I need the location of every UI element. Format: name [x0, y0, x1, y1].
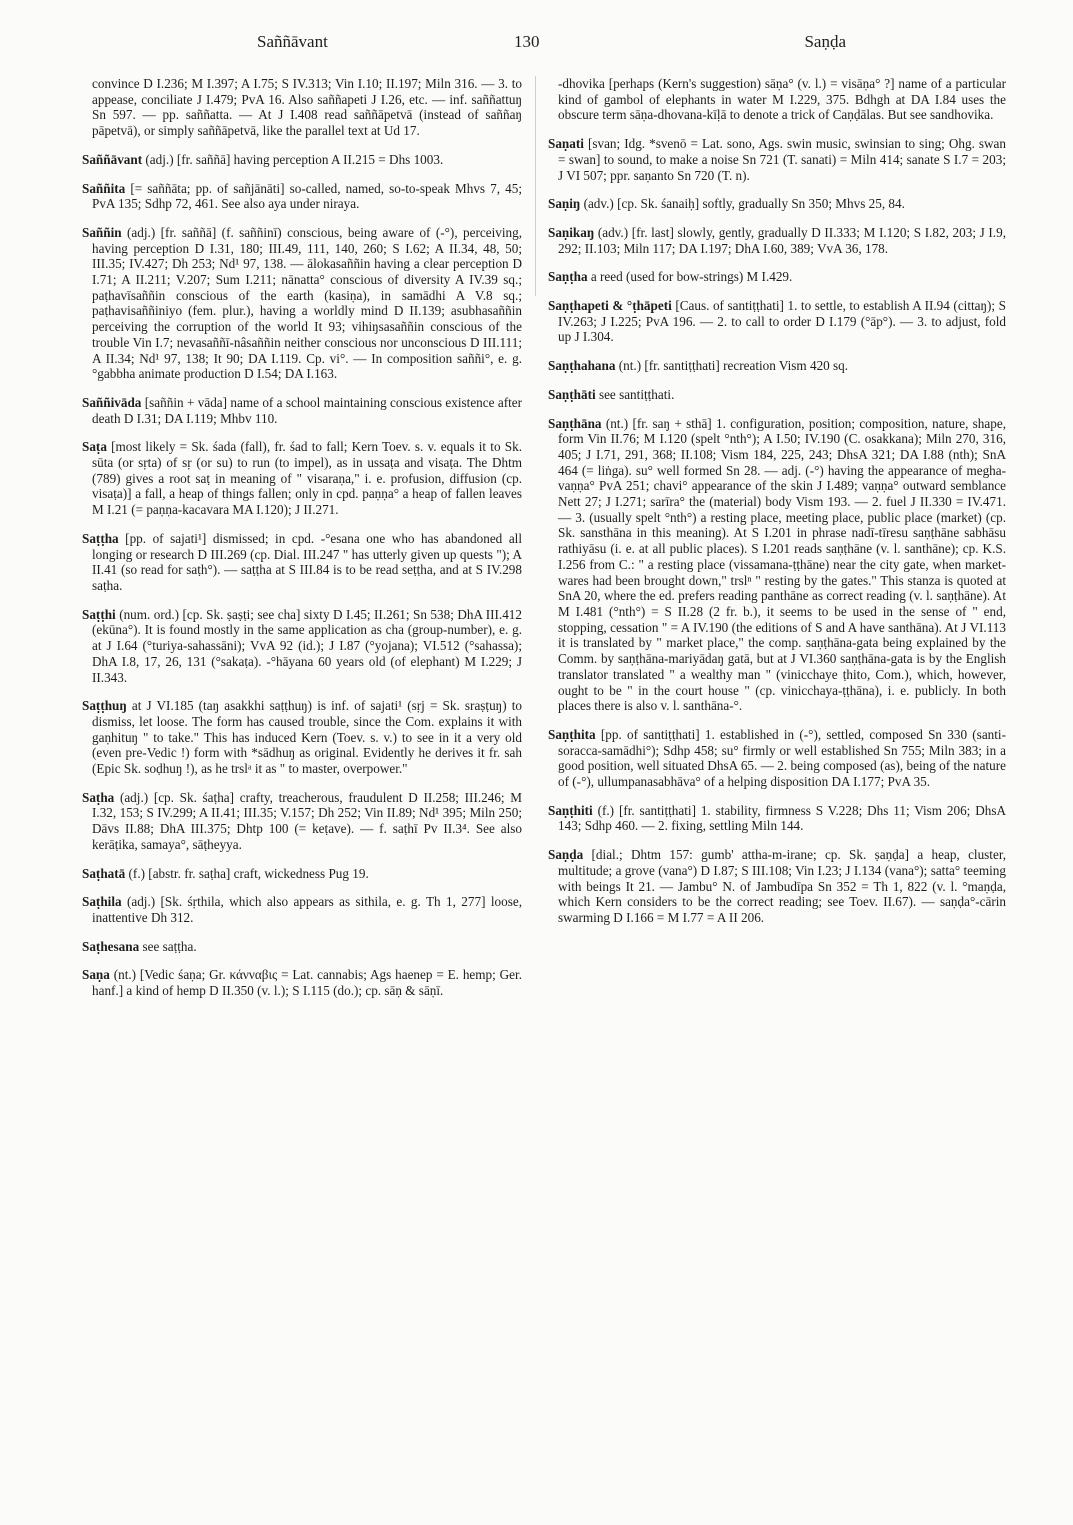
- right-column: [548, 76, 1006, 939]
- entry-text: (nt.) [fr. santiṭṭhati] recreation Vism 420 sq.: [615, 358, 849, 374]
- left-column: [82, 76, 522, 1012]
- dictionary-entry: [82, 181, 522, 212]
- entry-headword: Saṇḍa: [548, 847, 584, 863]
- page-number: 130: [514, 32, 540, 51]
- entry-text: (adj.) [fr. saññā] having perception A II.215 = Dhs 1003.: [142, 151, 444, 167]
- entry-headword: Saṭṭhuŋ: [82, 698, 127, 714]
- dictionary-entry: [82, 225, 522, 382]
- dictionary-entry: [548, 387, 1006, 403]
- entry-text: [most likely = Sk. śada (fall), fr. śad to fall; Kern Toev. s. v. equals it to Sk. sūta (or sṛta) of sṛ (or su) to run (to impel), as in ussaṭa and visaṭa. The Dhtm (789) gives a root saṭ in meaning of " visaraṇa," i. e. profusion, diffusion (cp. visaṭa)] a fall, a heap of things fallen; only in cpd. paṇṇa° a heap of fallen leaves M I.21 (= paṇṇa-kacavara MA I.120); J II.271.: [92, 439, 522, 518]
- dictionary-entry: [82, 395, 522, 426]
- entry-headword: Saṇṭha: [548, 269, 588, 285]
- entry-headword: Saññāvant: [82, 151, 143, 167]
- entry-text: (nt.) [Vedic śaṇa; Gr. κάνναβις = Lat. cannabis; Ags haenep = E. hemp; Ger. hanf.] a kind of hemp D II.350 (v. l.); S I.115 (do.); cp. sāṇ & sāṇī.: [92, 967, 522, 999]
- entry-headword: Saṭhatā: [82, 865, 126, 881]
- entry-headword: Saṇṭhapeti & °ṭhāpeti: [548, 298, 672, 314]
- entry-headword: Saṇṭhāti: [548, 386, 596, 402]
- entry-text: [saññin + vāda] name of a school maintaining conscious existence after death D I.31; DA I.119; Mhbv 110.: [92, 394, 522, 426]
- entry-text: (num. ord.) [cp. Sk. ṣaṣṭi; see cha] sixty D I.45; II.261; Sn 538; DhA III.412 (ekūna°). It is found mostly in the same application as cha (group-number), e. g. at J I.64 (°turiya-sahassāni); VvA 92 (id.); J I.87 (°yojana); VI.512 (°sahassa); DhA I.8, 17, 26, 131 (°sakaṭa). -°hāyana 60 years old (of elephant) M I.229; J II.343.: [92, 606, 522, 685]
- dictionary-entry: [548, 358, 1006, 374]
- entry-headword: Saṭha: [82, 789, 115, 805]
- running-head-right: Saṇḍa: [804, 32, 846, 51]
- entry-text: see saṭṭha.: [139, 938, 197, 954]
- entry-text: -dhovika [perhaps (Kern's suggestion) sāṇa° (v. l.) = visāṇa° ?] name of a particular kind of gambol of elephants in water M I.229, 375. Bdhgh at DA I.84 uses the obscure term sāṇa-dhovana-kīḷā to denote a trick of Caṇḍālas. But see sandhovika.: [558, 76, 1006, 123]
- entry-headword: Saññin: [82, 224, 122, 240]
- entry-text: (adj.) [fr. saññā] (f. saññinī) conscious, being aware of (-°), perceiving, having perception D I.31, 180; III.49, 111, 140, 260; S I.62; A II.34, 48, 50; III.35; IV.427; Dh 253; Nd¹ 97, 138. — ālokasaññin having a clear perception D I.71; A II.211; V.207; Sum I.211; nānatta° conscious of diversity A IV.39 sq.; paṭhavīsaññin conscious of the earth (kasiṇa), in samādhi A V.8 sq.; paṭhavisaññiniyo (fem. plur.), having a worldly mind D II.139; asubhasaññin perceiving the corruption of the world It 93; vihiŋsasaññin conscious of the trouble Vin I.7; nevasaññī-nâsaññin neither conscious nor unconscious D III.111; A II.34; Nd¹ 97, 138; It 90; DA I.119. Cp. vi°. — In composition saññi°, e. g. °gabbha animate production D I.54; DA I.163.: [92, 224, 522, 382]
- dictionary-entry: [82, 894, 522, 925]
- entry-headword: Saṇṭhahana: [548, 358, 616, 374]
- dictionary-entry: [548, 76, 1006, 123]
- dictionary-entry: [82, 939, 522, 955]
- dictionary-entry: [82, 607, 522, 686]
- entry-text: [dial.; Dhtm 157: gumb' attha-m-irane; cp. Sk. ṣaṇḍa] a heap, cluster, multitude; a grove (vana°) D I.87; S III.108; Vin I.23; J I.134 (vana°); satta° teeming with beings It 21. — Jambu° N. of Jambudīpa Sn 352 = Th 1, 822 (v. l. °maṇḍa, which Kern considers to be the correct reading; see Toev. II.67). — saṇḍa°-cārin swarming D I.166 = M I.77 = A II 206.: [558, 847, 1006, 925]
- running-head-left: Saññāvant: [257, 32, 328, 51]
- entry-text: (f.) [fr. santiṭṭhati] 1. stability, firmness S V.228; Dhs 11; Vism 206; DhsA 143; Sdhp 460. — 2. fixing, settling Miln 144.: [558, 802, 1006, 834]
- dictionary-entry: [82, 439, 522, 518]
- dictionary-entry: [82, 698, 522, 777]
- dictionary-entry: [82, 866, 522, 882]
- entry-text: convince D I.236; M I.397; A I.75; S IV.313; Vin I.10; II.197; Miln 316. — 3. to appease, conciliate J I.479; PvA 16. Also saññapeti J I.26, etc. — inf. saññattuŋ Sn 597. — pp. saññatta. — At J I.408 read saññāpetvā (instead of saññaŋ pāpetvā), or simply saññāpetvā, like the parallel text at Ud 17.: [92, 76, 522, 139]
- entry-headword: Saññivāda: [82, 394, 142, 410]
- entry-headword: Saṇiŋ: [548, 196, 581, 212]
- entry-text: a reed (used for bow-strings) M I.429.: [587, 269, 793, 285]
- entry-text: [svan; Idg. *svenō = Lat. sono, Ags. swin music, swinsian to sing; Ohg. swan = swan] to sound, to make a noise Sn 721 (T. sanati) = Miln 414; sanate S I.7 = 203; J VI 507; ppr. saṇanto Sn 720 (T. n).: [558, 136, 1006, 183]
- entry-text: at J VI.185 (taŋ asakkhi saṭṭhuŋ) is inf. of sajati¹ (sṛj = Sk. sraṣṭuŋ) to dismiss, let loose. The form has caused trouble, since the Com. explains it with gaṇhituŋ " to take." This has induced Kern (Toev. s. v.) to see in it a very old (even pre-Vedic !) form with *sādhuŋ as original. Evidently he derives it fr. sah (Epic Sk. soḍhuŋ !), as he trslᵃ it as " to master, overpower.": [92, 698, 522, 777]
- entry-headword: Saṇa: [82, 967, 110, 983]
- entry-headword: Saṇṭhāna: [548, 415, 602, 431]
- dictionary-entry: [548, 136, 1006, 183]
- entry-headword: Saṇṭhiti: [548, 802, 593, 818]
- dictionary-entry: [82, 152, 522, 168]
- dictionary-entry: [548, 803, 1006, 834]
- entry-text: (nt.) [fr. saŋ + sthā] 1. configuration, position; composition, nature, shape, form Vin II.76; M I.120 (spelt °nth°); A I.50; IV.190 (C. osakkana); Miln 270, 316, 405; J I.71, 291, 368; II.108; Vism 184, 225, 243; DhsA 321; DA I.88 (nth); SnA 464 (= liṅga). su° well formed Sn 28. — adj. (-°) having the appearance of megha-vaṇṇa° PvA 251; chavi° appearance of the skin J I.489; vaṇṇa° outward semblance Nett 27; J I.271; sarīra° the (material) body Vism 193. — 2. fuel J II.330 = IV.471. — 3. (usually spelt °nth°) a resting place, meeting place, public place (market) (cp. Sk. sansthāna in this meaning). At S I.201 in phrase nadī-tīresu saṇṭhāne sabhāsu rathiyāsu (i. e. at all public places). S I.201 reads saṇṭhāne (v. l. santhāne); cp. K.S. I.256 from C.: " a resting place (vissamana-ṭṭhāne) near the city gate, when market-wares had been brought down," trslⁿ " resting by the gates." This stanza is quoted at SnA 20, where the ed. prefers reading panthāne as correct reading (v. l. saṇṭhāne). At M I.481 (°nth°) = S II.28 (2 fr. b.), it seems to be used in the sense of " end, stopping, cessation " = A IV.190 (the editions of S and A have santhāna). At J VI.113 it is translated by " market place," the comp. saṇṭhāna-gata being explained by the Comm. by saṇṭhāna-mariyādaŋ gatā, but at J VI.360 saṇṭhāna-gata is by the English translator translated " a wealthy man " (vinicchaye ṭhito, Com.), which, however, ought to be " in the court house " (cp. vinicchaya-ṭṭhāna), i. e. publicly. In both places there is also v. l. santhāna-°.: [558, 415, 1006, 714]
- entry-headword: Saṭa: [82, 439, 107, 455]
- dictionary-entry: [82, 76, 522, 139]
- dictionary-entry: [548, 416, 1006, 714]
- entry-text: [pp. of sajati¹] dismissed; in cpd. -°esana one who has abandoned all longing or research D III.269 (cp. Dial. III.247 " has utterly given up quests "); A II.41 (so read for saṭh°). — saṭṭha at S III.84 is to be read seṭṭha, and at S IV.298 saṭha.: [92, 530, 522, 593]
- dictionary-entry: [82, 967, 522, 998]
- entry-headword: Saṭhesana: [82, 938, 140, 954]
- entry-headword: Saṭhila: [82, 894, 122, 910]
- entry-text: [pp. of santiṭṭhati] 1. established in (-°), settled, composed Sn 330 (santi-soracca-samādhi°); Sdhp 458; su° firmly or well established Sn 755; Miln 383; in a good position, well situated DhsA 65. — 2. being composed (as), being of the nature of (-°), ullumpanasabhāva° of a helping disposition DA I.177; PvA 35.: [558, 726, 1006, 790]
- dictionary-entry: [548, 727, 1006, 790]
- entry-text: (adv.) [fr. last] slowly, gently, gradually D II.333; M I.120; S I.82, 203; J I.9, 292; II.103; Miln 117; DA I.197; DhA I.60, 389; VvA 36, 178.: [558, 224, 1006, 256]
- entry-headword: Saṇṭhita: [548, 726, 596, 742]
- entry-text: (adj.) [Sk. śṛthila, which also appears as sithila, e. g. Th 1, 277] loose, inattentive Dh 312.: [92, 894, 522, 925]
- entry-text: (adj.) [cp. Sk. śaṭha] crafty, treacherous, fraudulent D II.258; III.246; M I.32, 153; S IV.299; A II.41; III.35; V.157; Dh 252; Vin II.89; Nd¹ 395; Miln 250; Dāvs II.88; DhA III.375; Dhtp 100 (= keṭave). — f. saṭhī Pv II.3⁴. See also kerāṭika, samaya°, sāṭheyya.: [92, 789, 522, 852]
- entry-text: (f.) [abstr. fr. saṭha] craft, wickedness Pug 19.: [125, 865, 369, 881]
- entry-text: [= saññāta; pp. of sañjānāti] so-called, named, so-to-speak Mhvs 7, 45; PvA 135; Sdhp 72, 461. See also aya under niraya.: [92, 180, 522, 212]
- dictionary-entry: [548, 847, 1006, 926]
- entry-headword: Saṇati: [548, 136, 584, 152]
- dictionary-entry: [548, 225, 1006, 256]
- column-divider: [535, 76, 536, 296]
- entry-headword: Saññita: [82, 180, 126, 196]
- entry-headword: Saṭṭhi: [82, 606, 116, 622]
- dictionary-entry: [82, 790, 522, 853]
- dictionary-entry: [548, 269, 1006, 285]
- entry-text: [Caus. of santiṭṭhati] 1. to settle, to establish A II.94 (cittaŋ); S IV.263; J I.225; PvA 196. — 2. to call to order D I.179 (°āp°). — 3. to adjust, fold up J I.304.: [558, 298, 1006, 345]
- dictionary-entry: [548, 298, 1006, 345]
- dictionary-entry: [548, 196, 1006, 212]
- entry-text: (adv.) [cp. Sk. śanaiḥ] softly, gradually Sn 350; Mhvs 25, 84.: [580, 196, 905, 212]
- entry-text: see santiṭṭhati.: [595, 386, 675, 402]
- page-header: [82, 32, 1011, 56]
- entry-headword: Saṭṭha: [82, 530, 119, 546]
- entry-headword: Saṇikaŋ: [548, 224, 595, 240]
- dictionary-entry: [82, 531, 522, 594]
